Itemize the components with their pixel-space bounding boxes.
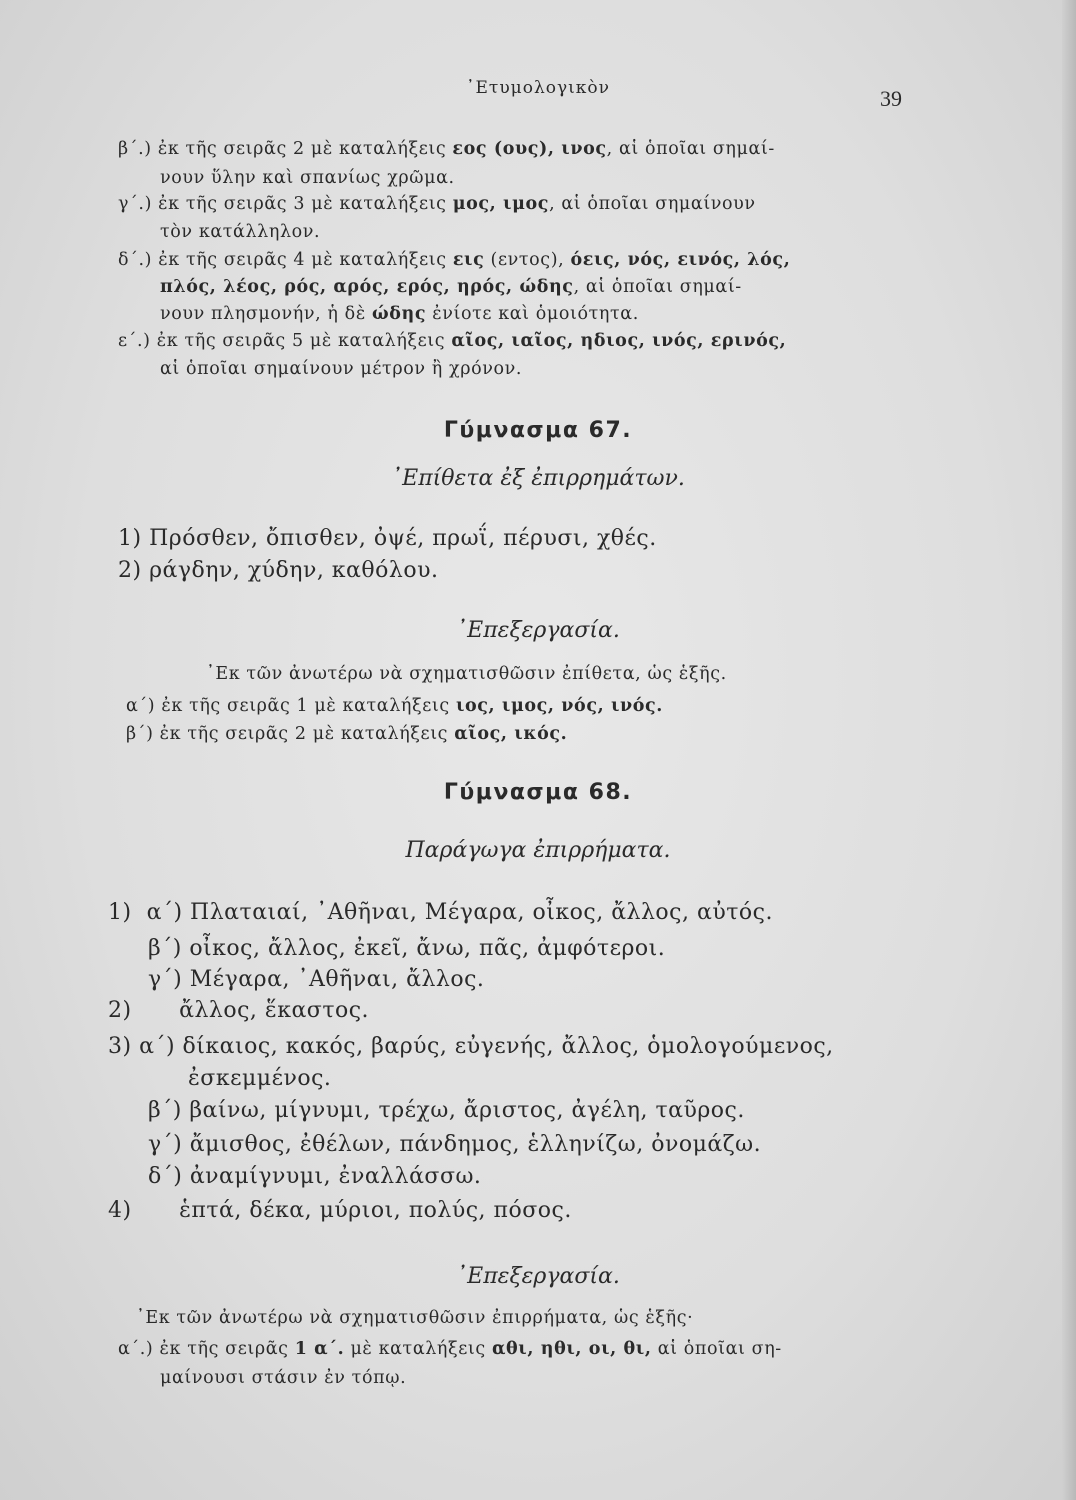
- list-item-gamma-cont: τὸν κατάλληλον.: [160, 222, 321, 242]
- exercise-68-work-title: ᾿Επεξεργασία.: [456, 1264, 620, 1289]
- exercise-67-work-title: ᾿Επεξεργασία.: [456, 618, 620, 643]
- exercise-68-work-alpha-cont: μαίνουσι στάσιν ἐν τόπῳ.: [160, 1368, 407, 1388]
- exercise-67-work-intro: ᾿Εκ τῶν ἀνωτέρω νὰ σχηματισθῶσιν ἐπίθετα, ὡς ἑξῆς.: [206, 664, 727, 684]
- exercise-67-title: Γύμνασμα 67.: [443, 418, 633, 443]
- exercise-68-line-4: 2) ἄλλος, ἕκαστος.: [108, 998, 370, 1023]
- exercise-67-subtitle: ᾿Επίθετα ἐξ ἐπιρρημάτων.: [391, 466, 685, 491]
- list-item-delta: δ΄.) ἐκ τῆς σειρᾶς 4 μὲ καταλήξεις εις (εντος), όεις, νός, εινός, λός,: [118, 250, 791, 270]
- exercise-67-work-beta: β΄) ἐκ τῆς σειρᾶς 2 μὲ καταλήξεις αῖος, ικός.: [126, 724, 568, 744]
- page-number: 39: [880, 86, 902, 111]
- exercise-68-subtitle: Παράγωγα ἐπιρρήματα.: [405, 838, 671, 863]
- exercise-68-line-1: 1) α΄) Πλαταιαί, ᾿Αθῆναι, Μέγαρα, οἶκος, ἄλλος, αὐτός.: [108, 900, 773, 925]
- list-item-gamma: γ΄.) ἐκ τῆς σειρᾶς 3 μὲ καταλήξεις μος, ιμος, αἱ ὁποῖαι σημαίνουν: [118, 194, 756, 214]
- running-header: ᾿Ετυμολογικὸν: [466, 78, 610, 98]
- exercise-67-item-1: 1) Πρόσθεν, ὄπισθεν, ὀψέ, πρωΐ, πέρυσι, χθές.: [118, 526, 657, 551]
- exercise-67-work-alpha: α΄) ἐκ τῆς σειρᾶς 1 μὲ καταλήξεις ιος, ιμος, νός, ινός.: [126, 696, 663, 716]
- exercise-68-line-6: ἐσκεμμένος.: [188, 1066, 332, 1091]
- list-item-beta-cont: νουν ὕλην καὶ σπανίως χρῶμα.: [160, 168, 455, 188]
- exercise-68-line-9: δ΄) ἀναμίγνυμι, ἐναλλάσσω.: [148, 1164, 482, 1189]
- list-item-epsilon-cont: αἱ ὁποῖαι σημαίνουν μέτρον ἢ χρόνον.: [160, 359, 523, 379]
- exercise-68-line-2: β΄) οἶκος, ἄλλος, ἐκεῖ, ἄνω, πᾶς, ἀμφότεροι.: [148, 936, 666, 961]
- list-item-epsilon: ε΄.) ἐκ τῆς σειρᾶς 5 μὲ καταλήξεις αῖος, ιαῖος, ηδιος, ινός, ερινός,: [118, 331, 787, 351]
- list-item-delta-cont1: πλός, λέος, ρός, αρός, ερός, ηρός, ώδης, αἱ ὁποῖαι σημαί-: [160, 277, 742, 297]
- exercise-67-item-2: 2) ράγδην, χύδην, καθόλου.: [118, 558, 439, 583]
- exercise-68-line-10: 4) ἑπτά, δέκα, μύριοι, πολύς, πόσος.: [108, 1198, 572, 1223]
- exercise-68-line-5: 3) α΄) δίκαιος, κακός, βαρύς, εὐγενής, ἄλλος, ὁμολογούμενος,: [108, 1034, 834, 1059]
- list-item-beta: β΄.) ἐκ τῆς σειρᾶς 2 μὲ καταλήξεις εος (ους), ινος, αἱ ὁποῖαι σημαί-: [118, 139, 775, 159]
- exercise-68-work-intro: ᾿Εκ τῶν ἀνωτέρω νὰ σχηματισθῶσιν ἐπιρρήματα, ὡς ἑξῆς·: [136, 1308, 694, 1328]
- exercise-68-title: Γύμνασμα 68.: [443, 780, 633, 805]
- exercise-68-line-8: γ΄) ἄμισθος, ἐθέλων, πάνδημος, ἑλληνίζω, ὀνομάζω.: [148, 1132, 762, 1157]
- exercise-68-line-7: β΄) βαίνω, μίγνυμι, τρέχω, ἄριστος, ἀγέλη, ταῦρος.: [148, 1098, 745, 1123]
- exercise-68-work-alpha: α΄.) ἐκ τῆς σειρᾶς 1 α΄. μὲ καταλήξεις αθι, ηθι, οι, θι, αἱ ὁποῖαι ση-: [118, 1339, 782, 1359]
- exercise-68-line-3: γ΄) Μέγαρα, ᾿Αθῆναι, ἄλλος.: [148, 967, 485, 992]
- list-item-delta-cont2: νουν πλησμονήν, ἡ δὲ ώδης ἐνίοτε καὶ ὁμοιότητα.: [160, 304, 639, 324]
